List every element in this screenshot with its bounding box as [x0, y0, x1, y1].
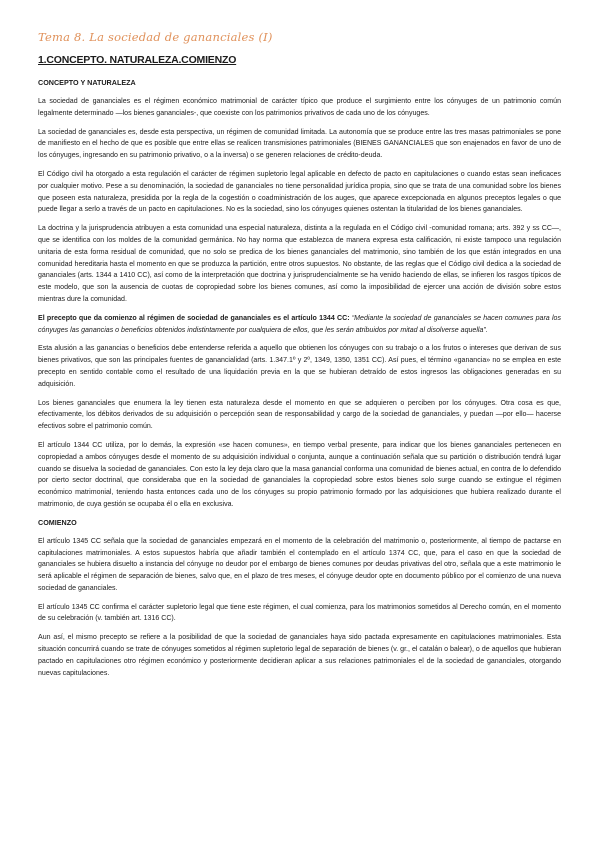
paragraph: El Código civil ha otorgado a esta regulación el carácter de régimen supletorio legal aplicable en defecto de pacto en capitulaciones o cuando estas sean ineficaces por cualquier motivo. Pese a su denominación, la sociedad de gananciales no tiene personalidad jurídica propia, sino que se trata de una comunidad sobre los bienes que poseen esta naturaleza, presidida por la regla de la cogestión o coadministración de los auges, que aparece excepcionada en algunos preceptos legales o que puede llegar a serlo a través de un pacto en capitulaciones. No es la sociedad, sino los cónyuges quienes ostentan la titularidad de los bienes gananciales. — [38, 170, 561, 214]
section-heading: 1.CONCEPTO. NATURALEZA.COMIENZO — [38, 54, 237, 66]
paragraph: La sociedad de gananciales es, desde esta perspectiva, un régimen de comunidad limitada. La autonomía que se produce entre las tres masas patrimoniales se pone de manifiesto en el hecho de que es posible que entre ellas se realicen transmisiones patrimoniales (BIENES GANANCIALES que son enajenados en favor de uno de los cónyuges, ingresando en su patrimonio privativo, o a la inversa) o se generen relaciones de crédito-deuda. — [38, 128, 561, 160]
paragraph: El artículo 1345 CC confirma el carácter supletorio legal que tiene este régimen, el cual comienza, para los matrimonios sometidos al Derecho común, en el momento de su celebración (v. también art. 1316 CC). — [38, 603, 561, 623]
paragraph: La doctrina y la jurisprudencia atribuyen a esta comunidad una especial naturaleza, distinta a la regulada en el Código civil -comunidad romana; arts. 392 y ss CC—, que se identifica con los moldes de la comunidad germánica. No hay norma que establezca de manera expresa esta calificación, ni existe tampoco una regulación unitaria de esta forma residual de comunidad, que no solo se predica de los bienes gananciales del matrimonio, sino también de los que están integrados en una comunidad hereditaria hasta el momento en que se produzca la partición, entre otros supuestos. No obstante, de las reglas que el Código civil dedica a la sociedad de gananciales (arts. 1344 a 1410 CC), así como de la interpretación que doctrina y jurisprudencialmente se ha venido haciendo de ellas, se infieren los rasgos típicos de este modelo, que son la ausencia de cuotas de copropiedad sobre los bienes comunes, así como la imposibilidad de ejercer una acción de división sobre estos mientras dure la comunidad. — [38, 225, 561, 303]
paragraph: Esta alusión a las ganancias o beneficios debe entenderse referida a aquello que obtienen los cónyuges con su trabajo o a los frutos o intereses que derivan de sus bienes privativos, que son las principales fuentes de ganancialidad (arts. 1.347.1º y 2º, 1349, 1350, 1351 CC). Así pues, el término «ganancia» no se emplea en este precepto en sentido contable como el resultado de una liquidación previa en la que se hubieran detraído de estos ingresos las obligaciones generadas en su adquisición. — [38, 345, 561, 388]
paragraph: Los bienes gananciales que enumera la ley tienen esta naturaleza desde el momento en que se adquieren o perciben por los cónyuges. Otra cosa es que, efectivamente, los débitos derivados de su adquisición o percepción sean de responsabilidad y cargo de la sociedad de gananciales, y puedan —por ello— hacerse efectivos sobre el patrimonio común. — [38, 399, 561, 431]
paragraph: El artículo 1345 CC señala que la sociedad de gananciales empezará en el momento de la celebración del matrimonio o, posteriormente, al tiempo de pactarse en capitulaciones matrimoniales. A estos supuestos habría que añadir también el contemplado en el artículo 1374 CC, que, para el caso en que la sociedad de gananciales se hubiera disuelto a instancia del cónyuge no deudor por el embargo de bienes comunes por deudas privativas del otro, señala que a este matrimonio le será aplicable el régimen de separación de bienes, salvo que, en el plazo de tres meses, el cónyuge deudor opte en documento público por el comienzo de una nueva sociedad de gananciales. — [38, 537, 561, 592]
paragraph: La sociedad de gananciales es el régimen económico matrimonial de carácter típico que produce el surgimiento entre los cónyuges de un patrimonio común legalmente determinado —los bienes gananciales-, que coexiste con los patrimonios privativos de cada uno de los cónyuges. — [38, 98, 561, 117]
quote-lead: El precepto que da comienzo al régimen de sociedad de gananciales es el artículo 1344 CC: — [38, 314, 350, 322]
paragraph: Aun así, el mismo precepto se refiere a la posibilidad de que la sociedad de gananciales haya sido pactada expresamente en capitulaciones matrimoniales. Esta situación concurrirá cuando se trate de cónyuges sometidos al régimen supletorio legal de separación de bienes (v. gr., el catalán o balear), o de aquellos que hubieran pactado en capitulaciones otro régimen económico y posteriormente decidieran aplicar a sus relaciones patrimoniales el de la sociedad de gananciales, otorgando nuevas capitulaciones. — [38, 634, 561, 677]
article-quote: “Mediante la sociedad de gananciales se hacen comunes para los cónyuges las ganancias o beneficios obtenidos indistintamente por cualquiera de ellos, que les serán atribuidos por mitad al disolverse aquella”. — [38, 314, 561, 334]
subsection-heading-comienzo: COMIENZO — [38, 517, 77, 527]
topic-title: Tema 8. La sociedad de gananciales (I) — [38, 30, 273, 44]
quote-paragraph — [38, 313, 561, 337]
subsection-heading-concepto: CONCEPTO Y NATURALEZA — [38, 78, 136, 87]
paragraph: El artículo 1344 CC utiliza, por lo demás, la expresión «se hacen comunes», en tiempo verbal presente, para indicar que los bienes gananciales pertenecen en copropiedad a ambos cónyuges desde el momento de su adquisición individual o conjunta, aunque a continuación señala que su partición o distribución tendrá lugar cuando se disuelva la sociedad de gananciales. Con esto la ley deja claro que la masa ganancial conforma una comunidad de bienes actual, en contra de lo defendido por cierto sector doctrinal, que consideraba que en la sociedad de gananciales la copropiedad sobre estos bienes solo surge cuando se extingue el régimen económico matrimonial, teniendo hasta entonces cada uno de los cónyuges su propio patrimonio formado por las adquisiciones que hubiera realizado durante el matrimonio, de cuya gestión se ocupaba él o ella en exclusiva. — [38, 441, 561, 508]
